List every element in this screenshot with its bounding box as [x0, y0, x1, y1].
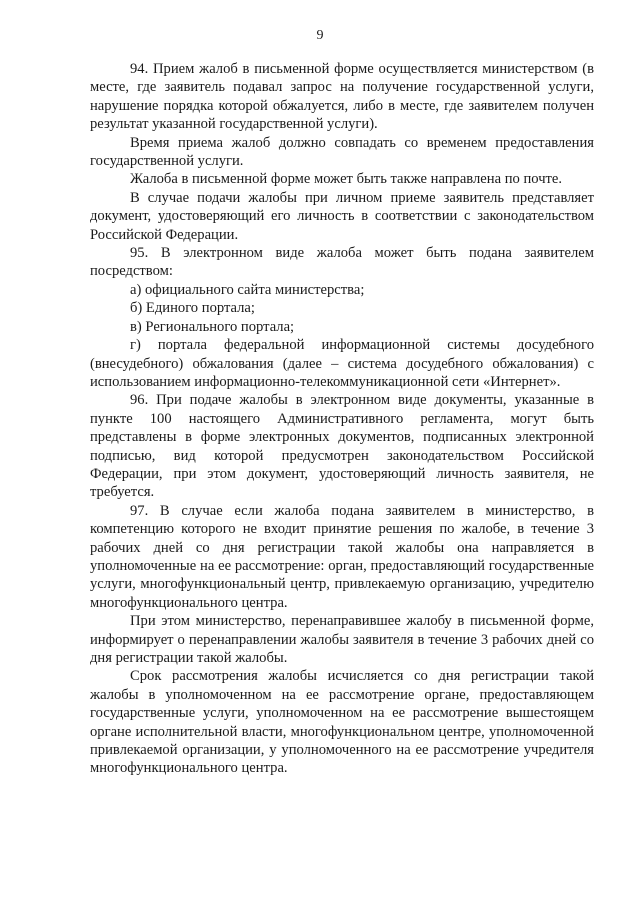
paragraph-personal-reception: В случае подачи жалобы при личном приеме заявитель представляет документ, удостоверяющий его личность в соответствии с законодательством Российской Федерации.: [90, 189, 594, 243]
paragraph-97: 97. В случае если жалоба подана заявителем в министерство, в компетенцию которого не входит принятие решения по жалобе, в течение 3 рабочих дней со дня регистрации такой жалобы она направляется в уполномоченные на ее рассмотрение: орган, предоставляющий государственные услуги, многофункциональный центр, привлекаемую организацию, учредителю многофункционального центра.: [90, 502, 594, 611]
paragraph-redirect: При этом министерство, перенаправившее жалобу в письменной форме, информирует о перенаправлении жалобы заявителя в течение 3 рабочих дней со дня регистрации такой жалобы.: [90, 613, 594, 666]
list-item-b: б) Единого портала;: [130, 300, 255, 317]
list-item-c: в) Регионального портала;: [130, 318, 295, 335]
paragraph-94: 94. Прием жалоб в письменной форме осуществляется министерством (в месте, где заявитель подавал запрос на получение государственной услуги, нарушение порядка которой обжалуется, либо в месте, где заявителем получен результат указанной государственной услуги).: [90, 61, 594, 133]
list-item-d: г) портала федеральной информационной системы досудебного (внесудебного) обжалования (далее – система досудебного обжалования) с использованием информационно-телекоммуникационной сети «Интернет».: [90, 337, 594, 390]
page-number: 9: [316, 28, 324, 43]
paragraph-review-term: Срок рассмотрения жалобы исчисляется со дня регистрации такой жалобы в уполномоченном на ее рассмотрение органе, предоставляющем государственные услуги, уполномоченном на ее рассмотрение вышестоящем органе исполнительной власти, многофункциональном центре, уполномоченной привлекаемой организации, у уполномоченного на ее рассмотрение учредителя многофункционального центра.: [90, 668, 594, 777]
paragraph-95: 95. В электронном виде жалоба может быть подана заявителем посредством:: [90, 245, 594, 280]
list-item-a: а) официального сайта министерства;: [130, 281, 365, 298]
document-body: [90, 60, 594, 778]
paragraph-mail: Жалоба в письменной форме может быть также направлена по почте.: [130, 171, 563, 188]
paragraph-96: 96. При подаче жалобы в электронном виде документы, указанные в пункте 100 настоящего Административного регламента, могут быть представлены в форме электронных документов, подписанных электронной подписью, вид которой предусмотрен законодательством Российской Федерации, при этом документ, удостоверяющий личность заявителя, не требуется.: [90, 392, 594, 501]
paragraph-reception-time: Время приема жалоб должно совпадать со временем предоставления государственной услуги.: [90, 134, 594, 170]
